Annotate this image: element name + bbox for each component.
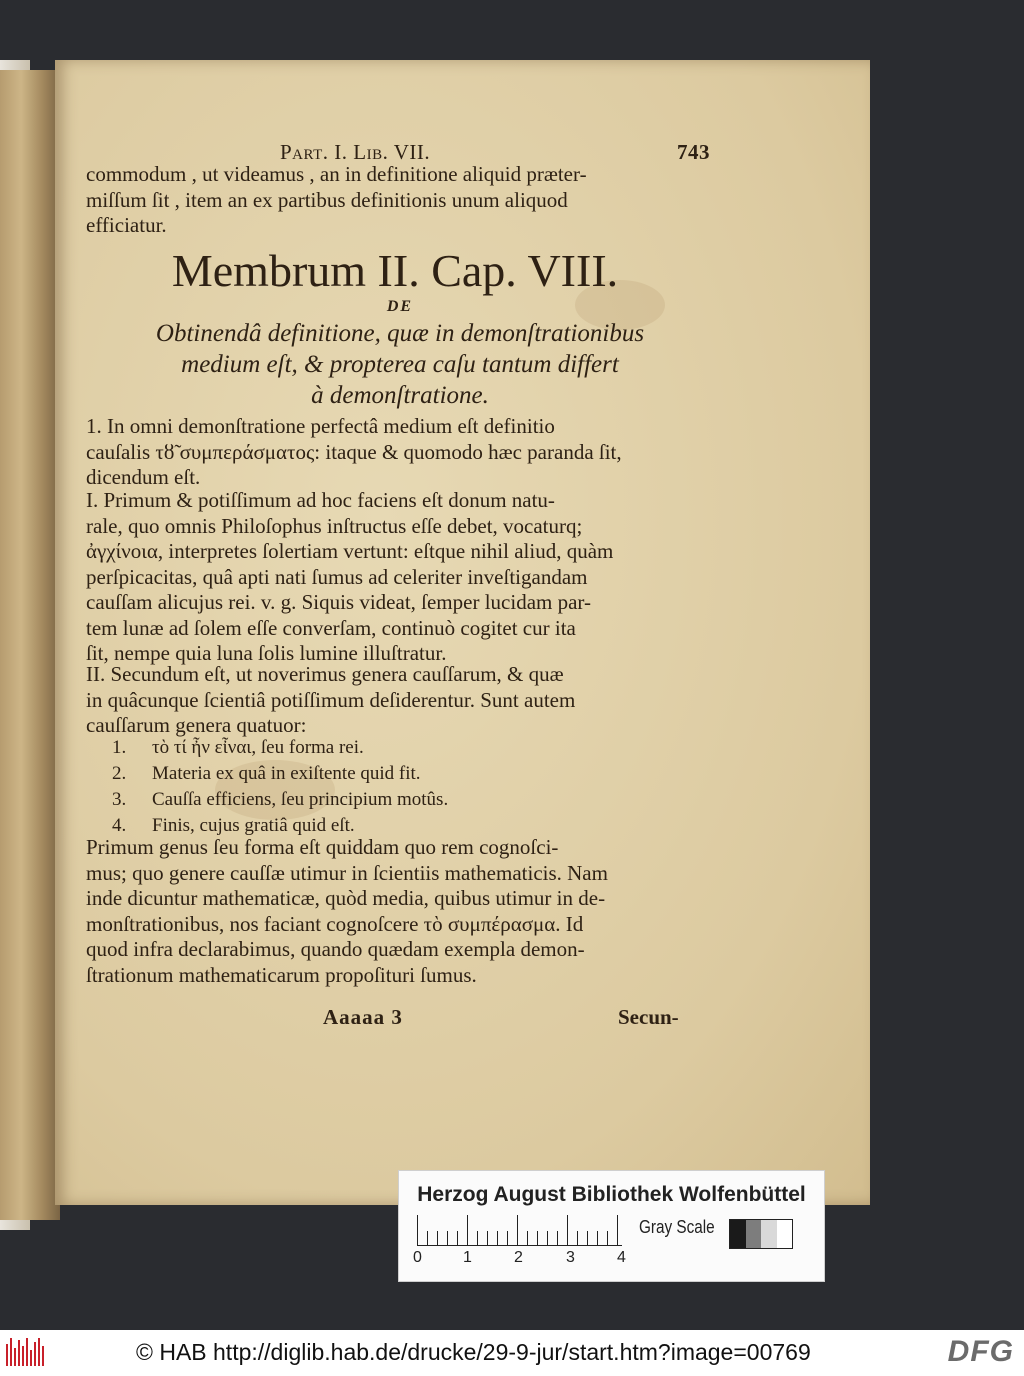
dfg-logo: DFG — [947, 1335, 1014, 1368]
subtitle-line: Obtinendâ definitione, quæ in demonſtrationibus — [155, 320, 645, 347]
text-line: II. Secundum eſt, ut noverimus genera cauſſarum, & quæ — [86, 662, 564, 686]
library-name: Herzog August Bibliothek Wolfenbüttel — [417, 1183, 806, 1206]
logo-bar — [10, 1338, 12, 1366]
text-line: commodum , ut videamus , an in definitione aliquid præter- — [86, 162, 587, 186]
ruler-tick — [617, 1215, 618, 1245]
scale-ruler — [417, 1215, 622, 1246]
paragraph-2 — [86, 488, 706, 667]
ruler-tick — [587, 1231, 588, 1245]
ruler-tick — [487, 1231, 488, 1245]
ruler-tick — [597, 1231, 598, 1245]
causes-list — [112, 735, 612, 839]
text-line: perſpicacitas, quâ apti nati ſumus ad celeriter inveſtigandam — [86, 564, 588, 589]
text-line: ſit, nempe quia luna ſolis lumine illuſtratur. — [86, 641, 447, 665]
text-line: ſtrationum mathematicarum propoſituri ſumus. — [86, 962, 477, 987]
text-line: tem lunæ ad ſolem eſſe converſam, continuò cogitet cur ita — [86, 615, 576, 640]
ruler-tick — [567, 1215, 568, 1245]
ruler-number: 1 — [463, 1249, 472, 1266]
ruler-tick — [537, 1231, 538, 1245]
gray-swatch — [746, 1220, 762, 1248]
text-line: cauſſam alicujus rei. v. g. Siquis videat, ſemper lucidam par- — [86, 590, 591, 614]
logo-bar — [30, 1350, 32, 1366]
ruler-number: 2 — [514, 1249, 523, 1266]
ruler-tick — [517, 1215, 518, 1245]
logo-bar — [26, 1338, 28, 1366]
list-text: Finis, cujus gratiâ quid eſt. — [152, 815, 355, 836]
subtitle-line: à demonſtratione. — [311, 382, 489, 409]
subtitle-line: medium eſt, & propterea caſu tantum differt — [181, 351, 619, 378]
page-number: 743 — [677, 140, 710, 164]
footer-bar — [0, 1330, 1024, 1376]
ruler-tick — [447, 1231, 448, 1245]
logo-bar — [18, 1340, 20, 1366]
logo-bar — [34, 1342, 36, 1366]
chapter-subtitle — [100, 318, 700, 411]
ruler-tick — [497, 1231, 498, 1245]
text-line: quod infra declarabimus, quando quædam exempla demon- — [86, 937, 585, 961]
text-line: cauſalis τȣ̃ συμπεράσματος: itaque & quomodo hæc paranda ſit, — [86, 439, 622, 464]
list-item — [112, 787, 612, 813]
list-number: 4. — [112, 815, 127, 836]
copyright-link[interactable]: © HAB http://diglib.hab.de/drucke/29-9-jur/start.htm?image=00769 — [136, 1339, 811, 1365]
text-line: ἀγχίνοια, interpretes ſolertiam vertunt: eſtque nihil aliud, quàm — [86, 539, 614, 563]
text-line: in quâcunque ſcientiâ potiſſimum deſiderentur. Sunt autem — [86, 687, 576, 712]
intro-paragraph — [86, 162, 706, 239]
text-line: cauſſarum genera quatuor: — [86, 713, 307, 737]
book-binding-edge — [0, 70, 60, 1220]
logo-bar — [14, 1348, 16, 1366]
ruler-tick — [427, 1231, 428, 1245]
list-text: Cauſſa efficiens, ſeu principium motûs. — [152, 789, 449, 810]
gray-swatch — [777, 1220, 793, 1248]
text-line: Primum genus ſeu forma eſt quiddam quo rem cognoſci- — [86, 835, 559, 859]
ruler-tick — [607, 1231, 608, 1245]
ruler-tick — [417, 1215, 418, 1245]
ruler-tick — [477, 1231, 478, 1245]
signature-mark: Aaaaa 3 — [323, 1005, 403, 1029]
list-number: 3. — [112, 789, 127, 810]
list-item — [112, 735, 612, 761]
ruler-number: 4 — [617, 1249, 626, 1266]
gray-scale-label: Gray Scale — [639, 1217, 715, 1237]
paragraph-4 — [86, 835, 706, 988]
text-line: mus; quo genere cauſſæ utimur in ſcientiis mathematicis. Nam — [86, 860, 608, 885]
logo-bar — [22, 1346, 24, 1366]
logo-bar — [38, 1338, 40, 1366]
ruler-number: 3 — [566, 1249, 575, 1266]
logo-bar — [6, 1344, 8, 1366]
list-number: 1. — [112, 737, 127, 758]
ruler-tick — [527, 1231, 528, 1245]
text-line: I. Primum & potiſſimum ad hoc faciens eſt donum natu- — [86, 488, 555, 512]
running-head-title: Part. I. Lib. VII. — [280, 140, 431, 164]
text-line: miſſum ſit , item an ex partibus definitionis unum aliquod — [86, 187, 568, 212]
ruler-numbers — [413, 1249, 643, 1269]
list-item — [112, 761, 612, 787]
gray-swatch — [761, 1220, 777, 1248]
chapter-title: Membrum II. Cap. VIII. — [171, 245, 619, 296]
running-head — [280, 140, 710, 164]
logo-bar — [42, 1346, 44, 1366]
text-line: rale, quo omnis Philoſophus inſtructus eſſe debet, vocaturq; — [86, 513, 583, 538]
library-color-card — [398, 1170, 825, 1282]
text-line: inde dicuntur mathematicæ, quòd media, quibus utimur in de- — [86, 886, 606, 910]
gray-scale-swatches — [729, 1219, 793, 1249]
paragraph-1 — [86, 414, 706, 491]
ruler-tick — [437, 1231, 438, 1245]
ruler-number: 0 — [413, 1249, 422, 1266]
list-text: τὸ τί ἦν εἶναι, ſeu forma rei. — [152, 737, 364, 758]
gray-swatch — [730, 1220, 746, 1248]
text-line: dicendum eſt. — [86, 465, 201, 489]
ruler-tick — [557, 1231, 558, 1245]
text-line: monſtrationibus, nos faciant cognoſcere τὸ συμπέρασμα. Id — [86, 911, 584, 936]
paragraph-3 — [86, 662, 706, 739]
chapter-de-label: DE — [386, 298, 414, 315]
ruler-tick — [457, 1231, 458, 1245]
ruler-tick — [547, 1231, 548, 1245]
ruler-tick — [507, 1231, 508, 1245]
ruler-tick — [467, 1215, 468, 1245]
text-line: 1. In omni demonſtratione perfectâ medium eſt definitio — [86, 414, 555, 438]
hab-logo-icon — [6, 1338, 48, 1366]
ruler-tick — [577, 1231, 578, 1245]
catchword: Secun- — [618, 1005, 679, 1029]
list-text: Materia ex quâ in exiſtente quid fit. — [152, 763, 421, 784]
list-number: 2. — [112, 763, 127, 784]
text-line: efficiatur. — [86, 213, 167, 237]
